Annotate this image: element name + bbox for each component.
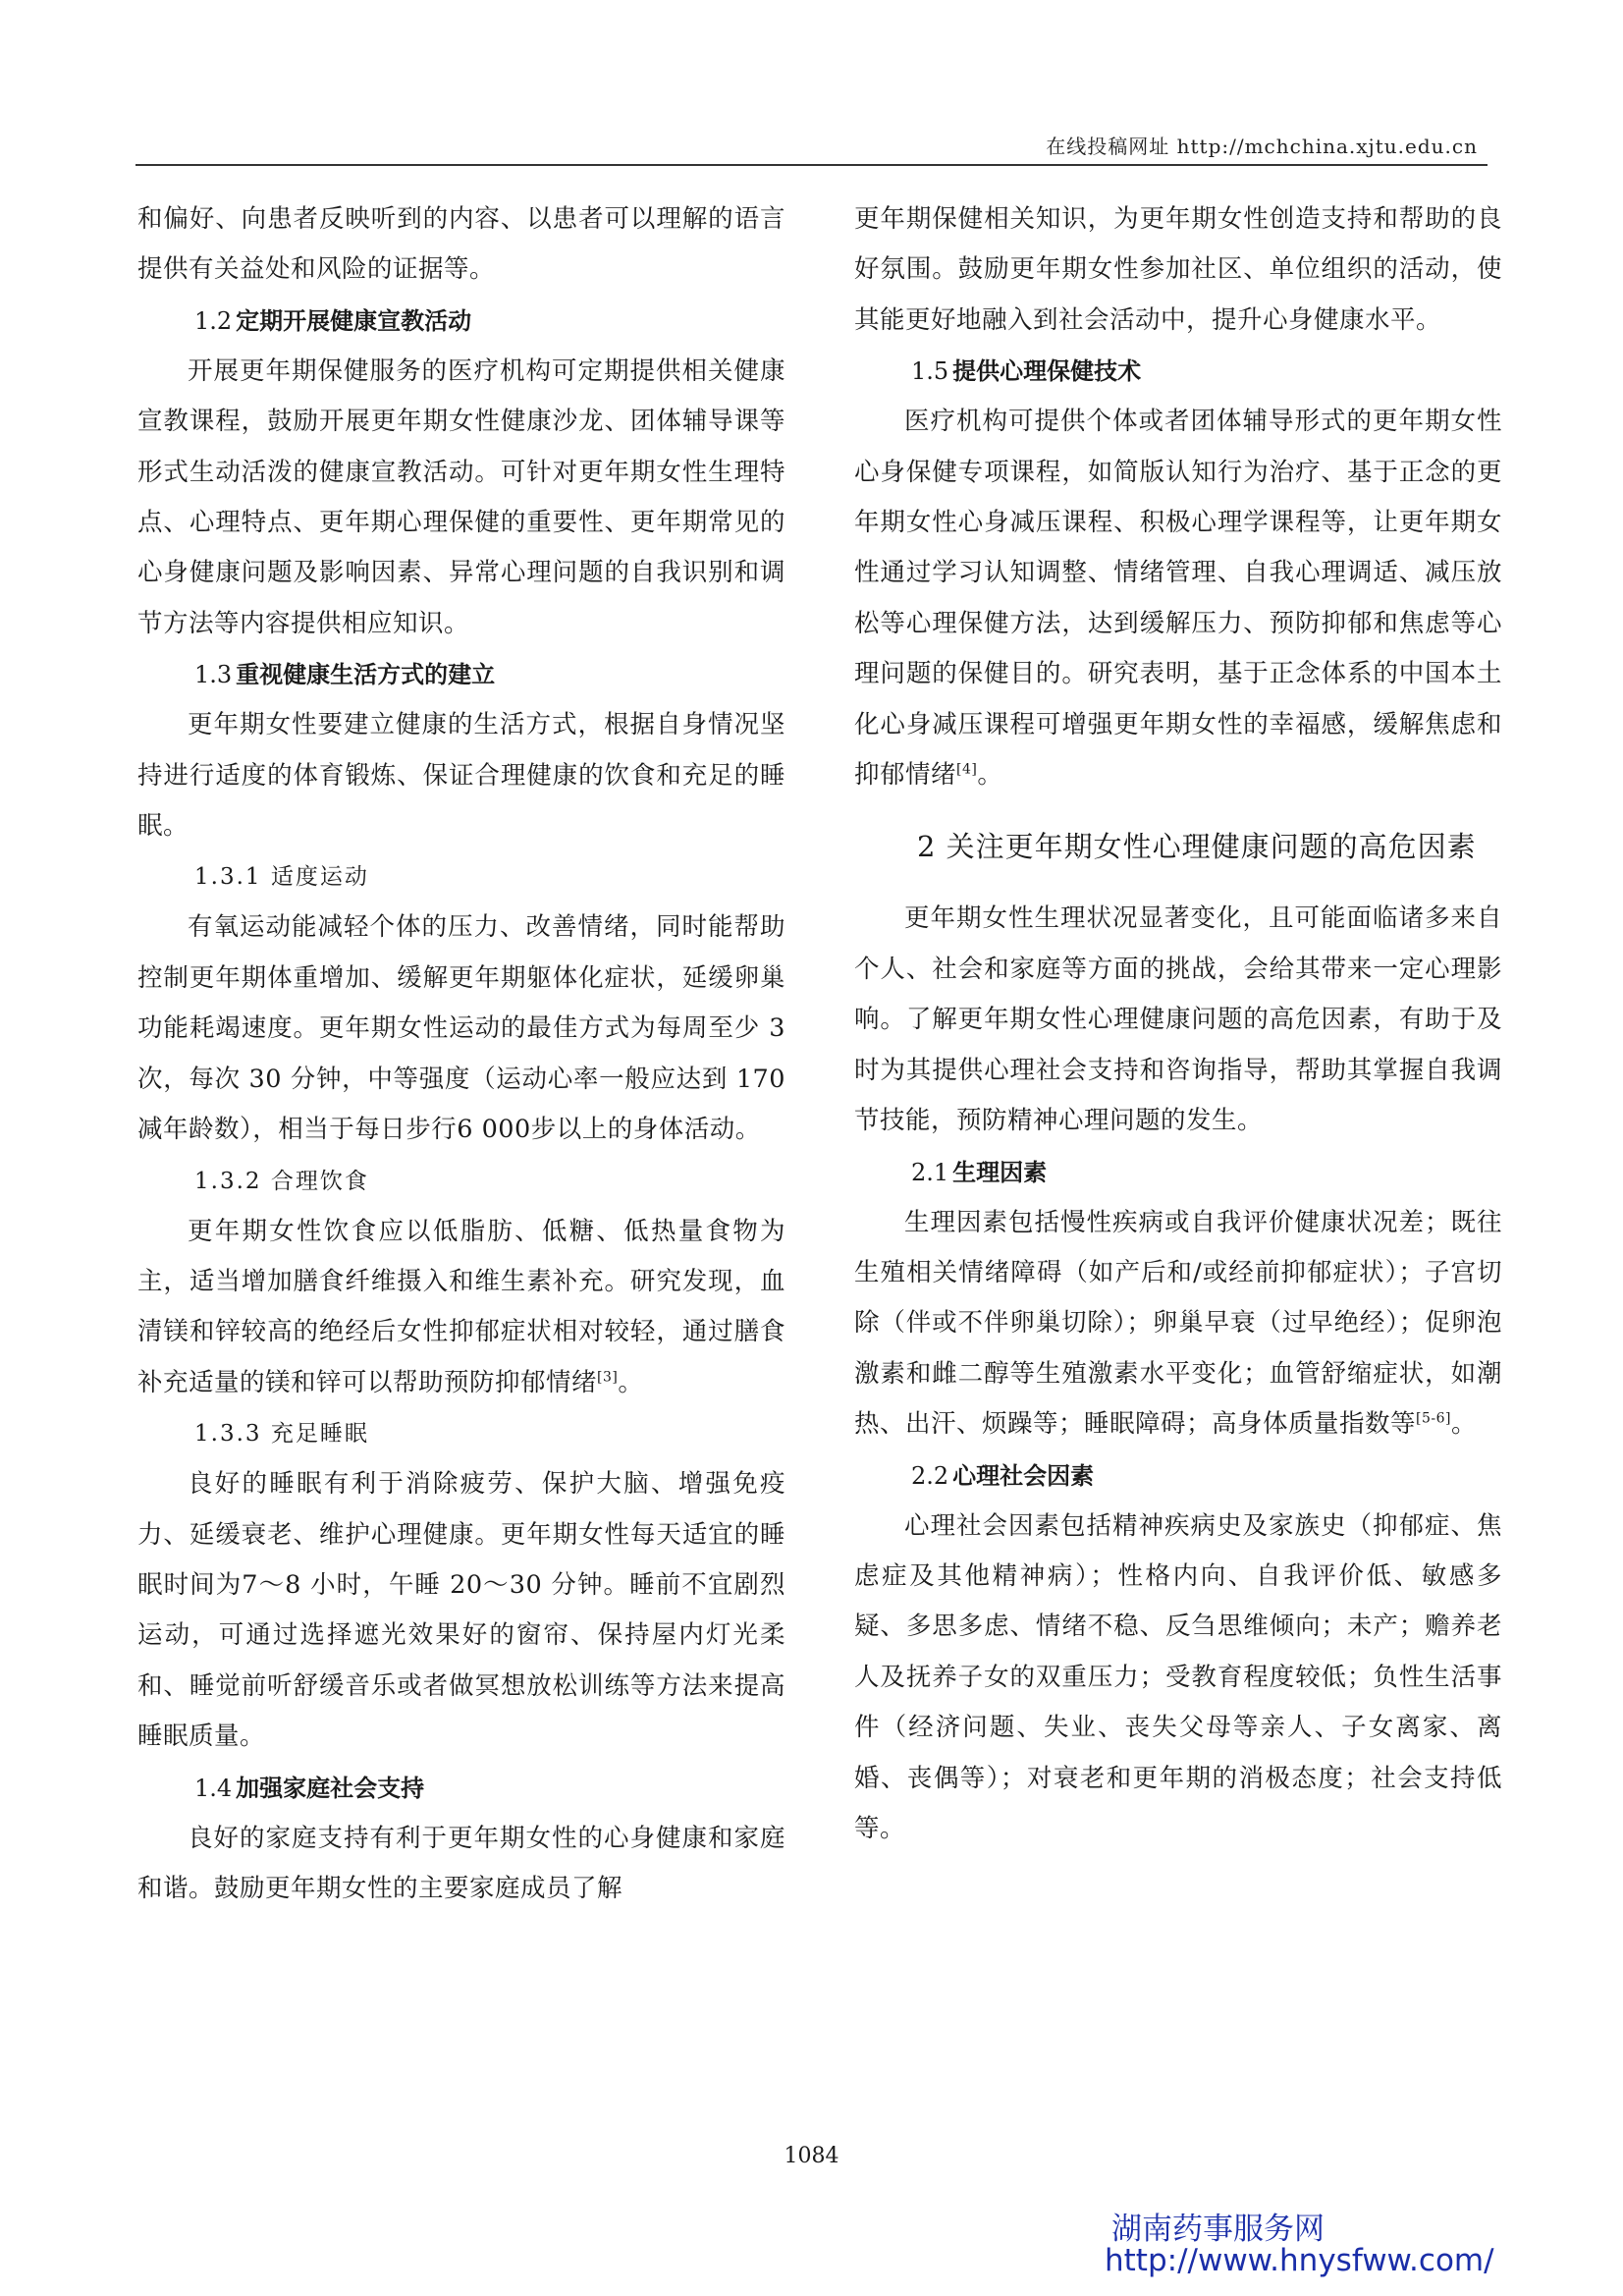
citation-ref: [3] — [597, 1369, 619, 1386]
paragraph-1-3-2 — [137, 1207, 785, 1409]
citation-ref: [5-6] — [1416, 1410, 1451, 1427]
watermark-site-name: 湖南药事服务网 — [1111, 2212, 1325, 2247]
section-number: 1.3 — [194, 661, 233, 689]
section-number: 2 — [917, 830, 937, 864]
paragraph-2: 更年期女性生理状况显著变化，且可能面临诸多来自个人、社会和家庭等方面的挑战，会给其带来一定心理影响。了解更年期女性心理健康问题的高危因素，有助于及时为其提供心理社会支持和咨询指导，帮助其掌握自我调节技能，预防精神心理问题的发生。 — [854, 903, 1502, 1136]
section-number: 2.1 — [911, 1158, 949, 1186]
subsection-heading-1-3-1: 1.3.1 适度运动 — [194, 864, 369, 891]
section-title: 心理社会因素 — [952, 1461, 1095, 1490]
section-heading-1-2 — [137, 296, 785, 347]
header-url-text: 在线投稿网址 http://mchchina.xjtu.edu.cn — [1046, 135, 1478, 158]
section-title: 重视健康生活方式的建立 — [236, 661, 496, 689]
paragraph-1-3-3: 良好的睡眠有利于消除疲劳、保护大脑、增强免疫力、延缓衰老、维护心理健康。更年期女性每天适宜的睡眠时间为7～8 小时，午睡 20～30 分钟。睡前不宜剧烈运动，可通过选择遮光效果好的窗帘、保持屋内灯光柔和、睡觉前听舒缓音乐或者做冥想放松训练等方法来提高睡眠质量。 — [137, 1469, 785, 1752]
section-title: 加强家庭社会支持 — [236, 1774, 425, 1802]
section-title: 关注更年期女性心理健康问题的高危因素 — [946, 830, 1477, 864]
subsection-heading-1-3-3: 1.3.3 充足睡眠 — [194, 1421, 369, 1448]
paragraph-1-2: 开展更年期保健服务的医疗机构可定期提供相关健康宣教课程，鼓励开展更年期女性健康沙龙、团体辅导课等形式生动活泼的健康宣教活动。可针对更年期女性生理特点、心理特点、更年期心理保健的重要性、更年期常见的心身健康问题及影响因素、异常心理问题的自我识别和调节方法等内容提供相应知识。 — [137, 355, 785, 638]
citation-ref: [4] — [956, 761, 978, 778]
paragraph-1-5 — [854, 397, 1502, 800]
section-heading-2-1 — [854, 1147, 1502, 1198]
section-number: 1.5 — [911, 357, 949, 386]
section-number: 1.2 — [194, 306, 233, 335]
paragraph-text: 生理因素包括慢性疾病或自我评价健康状况差；既往生殖相关情绪障碍（如产后和/或经前抑郁症状）；子宫切除（伴或不伴卵巢切除）；卵巢早衰（过早绝经）；促卵泡激素和雌二醇等生殖激素水平变化；血管舒缩症状，如潮热、出汗、烦躁等；睡眠障碍；高身体质量指数等 — [854, 1207, 1502, 1440]
section-number: 1.4 — [194, 1774, 233, 1802]
paragraph-2-2: 心理社会因素包括精神疾病史及家族史（抑郁症、焦虑症及其他精神病）；性格内向、自我评价低、敏感多疑、多思多虑、情绪不稳、反刍思维倾向；未产；赡养老人及抚养子女的双重压力；受教育程度较低；负性生活事件（经济问题、失业、丧失父母等亲人、子女离家、离婚、丧偶等）；对衰老和更年期的消极态度；社会支持低等。 — [854, 1510, 1502, 1843]
paragraph-text: 医疗机构可提供个体或者团体辅导形式的更年期女性心身保健专项课程，如简版认知行为治疗、基于正念的更年期女性心身减压课程、积极心理学课程等，让更年期女性通过学习认知调整、情绪管理、自我心理调适、减压放松等心理保健方法，达到缓解压力、预防抑郁和焦虑等心理问题的保健目的。研究表明，基于正念体系的中国本土化心身减压课程可增强更年期女性的幸福感，缓解焦虑和抑郁情绪 — [854, 407, 1502, 791]
section-heading-1-5 — [854, 346, 1502, 397]
section-title: 生理因素 — [952, 1158, 1048, 1186]
page-number: 1084 — [784, 2144, 839, 2168]
left-column — [137, 194, 785, 1914]
subsection-heading-1-3-2: 1.3.2 合理饮食 — [194, 1168, 369, 1194]
paragraph-1-4: 良好的家庭支持有利于更年期女性的心身健康和家庭和谐。鼓励更年期女性的主要家庭成员了解 — [137, 1823, 785, 1903]
section-number: 2.2 — [911, 1461, 949, 1490]
paragraph-2-1 — [854, 1198, 1502, 1450]
paragraph-end: 。 — [977, 760, 1003, 791]
paragraph-intro: 和偏好、向患者反映听到的内容、以患者可以理解的语言提供有关益处和风险的证据等。 — [137, 204, 785, 285]
watermark-site-url: http://www.hnysfww.com/ — [1105, 2243, 1494, 2278]
section-heading-2-2 — [854, 1450, 1502, 1502]
paragraph-end: 。 — [1450, 1409, 1477, 1440]
header-divider — [135, 164, 1488, 166]
section-title: 提供心理保健技术 — [952, 357, 1142, 386]
paragraph-text: 更年期女性饮食应以低脂肪、低糖、低热量食物为主，适当增加膳食纤维摄入和维生素补充。研究发现，血清镁和锌较高的绝经后女性抑郁症状相对较轻，通过膳食补充适量的镁和锌可以帮助预防抑郁情绪 — [137, 1216, 785, 1397]
paragraph-end: 。 — [618, 1367, 644, 1397]
right-column — [854, 194, 1502, 1854]
paragraph-1-3-1: 有氧运动能减轻个体的压力、改善情绪，同时能帮助控制更年期体重增加、缓解更年期躯体化症状，延缓卵巢功能耗竭速度。更年期女性运动的最佳方式为每周至少 3 次，每次 30 分钟，中等强度（运动心率一般应达到 170 减年龄数），相当于每日步行6 000步以上的身体活动。 — [137, 912, 785, 1145]
section-heading-2 — [854, 820, 1502, 874]
section-title: 定期开展健康宣教活动 — [236, 306, 472, 335]
section-heading-1-3 — [137, 649, 785, 700]
section-heading-1-4 — [137, 1763, 785, 1814]
paragraph-1-4-continued: 更年期保健相关知识，为更年期女性创造支持和帮助的良好氛围。鼓励更年期女性参加社区、单位组织的活动，使其能更好地融入到社会活动中，提升心身健康水平。 — [854, 204, 1502, 335]
paragraph-1-3: 更年期女性要建立健康的生活方式，根据自身情况坚持进行适度的体育锻炼、保证合理健康的饮食和充足的睡眠。 — [137, 710, 785, 842]
